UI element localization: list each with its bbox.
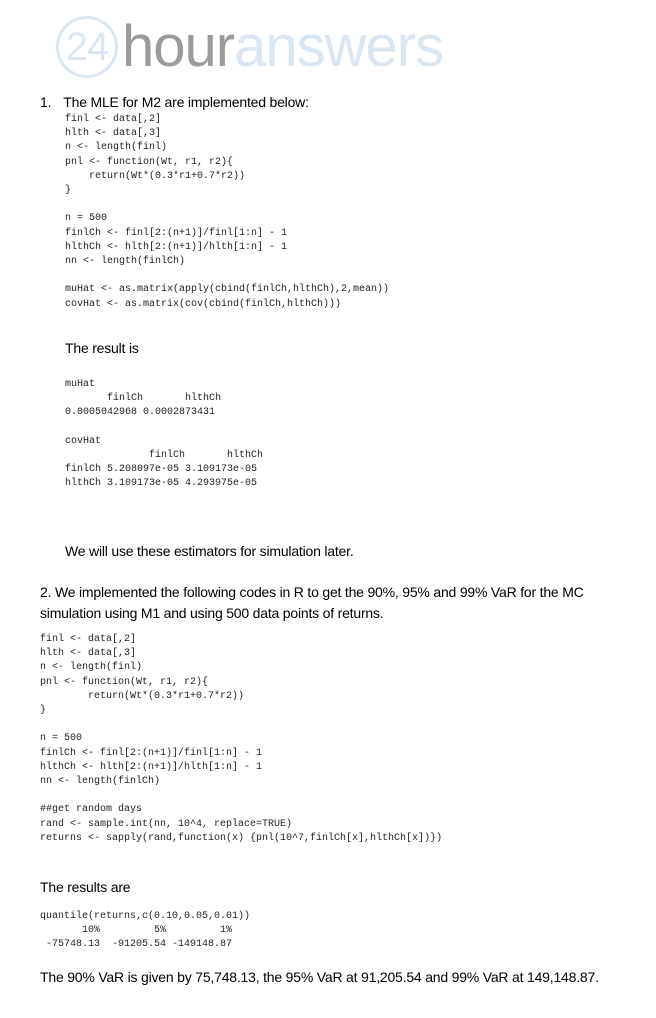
section1-result-block: muHat finlCh hlthCh 0.0005042968 0.0002873431 covHat finlCh hlthCh finlCh 5.208097e-05 3.109173e-05 hlthCh 3.109173e-05 4.293975e-05 (65, 379, 264, 490)
logo-word-hour: hour (122, 14, 235, 79)
site-logo (56, 12, 443, 82)
section1-code-block: finl <- data[,2] hlth <- data[,3] n <- length(finl) pnl <- function(Wt, r1, r2){ return(Wt*(0.3*r1+0.7*r2)) } n = 500 finlCh <- finl[2:(n+1)]/finl[1:n] - 1 hlthCh <- hlth[2:(n+1)]/hlth[1:n] - 1 nn <- length(finlCh) muHat <- as.matrix(apply(cbind(finlCh,hlthCh),2,mean)) covHat <- as.matrix(cov(cbind(finlCh,hlthCh))) (65, 114, 390, 310)
section2-result-block: quantile(returns,c(0.10,0.05,0.01)) 10% 5% 1% -75748.13 -91205.54 -149148.87 (40, 911, 251, 951)
logo-word-answers: answers (234, 14, 444, 79)
section1-closing: We will use these estimators for simulation later. (65, 543, 354, 559)
section2-code-block: finl <- data[,2] hlth <- data[,3] n <- length(finl) pnl <- function(Wt, r1, r2){ return(Wt*(0.3*r1+0.7*r2)) } n = 500 finlCh <- finl[2:(n+1)]/finl[1:n] - 1 hlthCh <- hlth[2:(n+1)]/hlth[1:n] - 1 nn <- length(finlCh) ##get random days rand <- sample.int(nn, 10^4, replace=TRUE) returns <- sapply(rand,function(x) {pnl(10^7,finlCh[x],hlthCh[x])}) (40, 634, 443, 844)
section1-result-label: The result is (65, 340, 139, 356)
logo-badge (56, 16, 118, 78)
logo-number: 24 (65, 24, 109, 69)
section2-intro-line1: 2. We implemented the following codes in R to get the 90%, 95% and 99% VaR for the MC (40, 584, 584, 600)
section1-number: 1. (40, 94, 52, 110)
section2-intro-line2: simulation using M1 and using 500 data points of returns. (40, 605, 384, 621)
section1-title: The MLE for M2 are implemented below: (63, 94, 309, 110)
section1-heading (40, 92, 309, 112)
section2-conclusion: The 90% VaR is given by 75,748.13, the 95% VaR at 91,205.54 and 99% VaR at 149,148.87. (40, 969, 599, 985)
section2-result-label: The results are (40, 879, 131, 895)
